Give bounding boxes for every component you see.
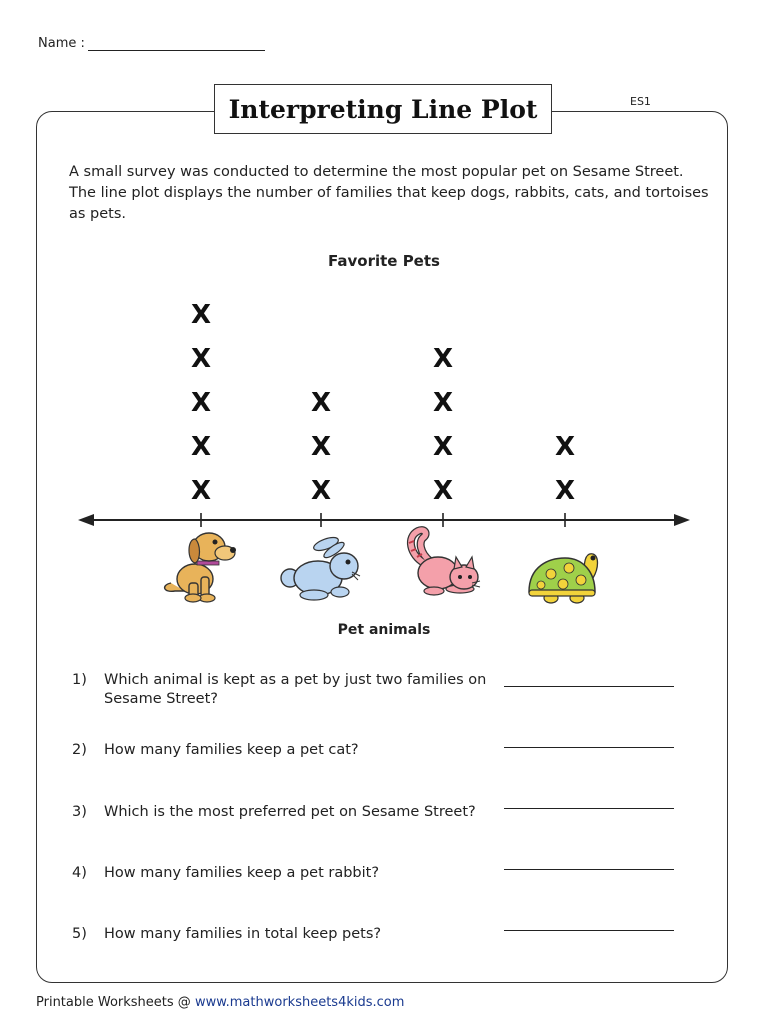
name-blank-line[interactable] (88, 50, 265, 51)
question-number: 2) (72, 742, 87, 758)
footer-link[interactable]: www.mathworksheets4kids.com (194, 995, 405, 1010)
intro-line-3: as pets. (69, 206, 127, 222)
mark-tortoise-1: X (554, 476, 576, 506)
mark-dog-3: X (190, 388, 212, 418)
question-text: How many families in total keep pets? (104, 926, 382, 942)
question-number: 3) (72, 804, 87, 820)
question-number: 5) (72, 926, 87, 942)
mark-cat-3: X (432, 388, 454, 418)
chart-title: Favorite Pets (328, 252, 440, 270)
answer-line-4[interactable] (504, 869, 674, 870)
x-axis-label: Pet animals (337, 622, 431, 638)
mark-dog-4: X (190, 344, 212, 374)
mark-dog-2: X (190, 432, 212, 462)
mark-rabbit-2: X (310, 432, 332, 462)
question-number: 1) (72, 672, 87, 688)
footer (36, 995, 404, 1010)
line-plot (0, 290, 768, 615)
question-text: How many families keep a pet cat? (104, 742, 359, 758)
answer-line-2[interactable] (504, 747, 674, 748)
question-text: Which is the most preferred pet on Sesame Street? (104, 804, 476, 820)
dog-icon (165, 533, 236, 602)
mark-tortoise-2: X (554, 432, 576, 462)
intro-paragraph (69, 162, 729, 225)
name-field[interactable] (38, 36, 85, 51)
number-line (78, 514, 690, 526)
mark-rabbit-3: X (310, 388, 332, 418)
plot-marks (191, 300, 575, 506)
question-text: Which animal is kept as a pet by just two families on Sesame Street? (104, 672, 487, 707)
mark-dog-1: X (190, 476, 212, 506)
mark-cat-2: X (432, 432, 454, 462)
mark-cat-1: X (432, 476, 454, 506)
worksheet-code: ES1 (630, 95, 651, 108)
rabbit-icon (281, 535, 360, 600)
page-title: Interpreting Line Plot (214, 84, 552, 134)
answer-line-1[interactable] (504, 686, 674, 687)
intro-line-1: A small survey was conducted to determine the most popular pet on Sesame Street. (69, 164, 684, 180)
name-label: Name : (38, 36, 85, 51)
answer-line-3[interactable] (504, 808, 674, 809)
question-number: 4) (72, 865, 87, 881)
mark-rabbit-1: X (310, 476, 332, 506)
mark-dog-5: X (190, 300, 212, 330)
mark-cat-4: X (432, 344, 454, 374)
footer-label: Printable Worksheets @ (36, 995, 191, 1010)
question-text: How many families keep a pet rabbit? (104, 865, 380, 881)
intro-line-2: The line plot displays the number of families that keep dogs, rabbits, cats, and tortoises (69, 185, 709, 201)
tortoise-icon (529, 554, 598, 603)
cat-icon (409, 530, 480, 595)
answer-line-5[interactable] (504, 930, 674, 931)
